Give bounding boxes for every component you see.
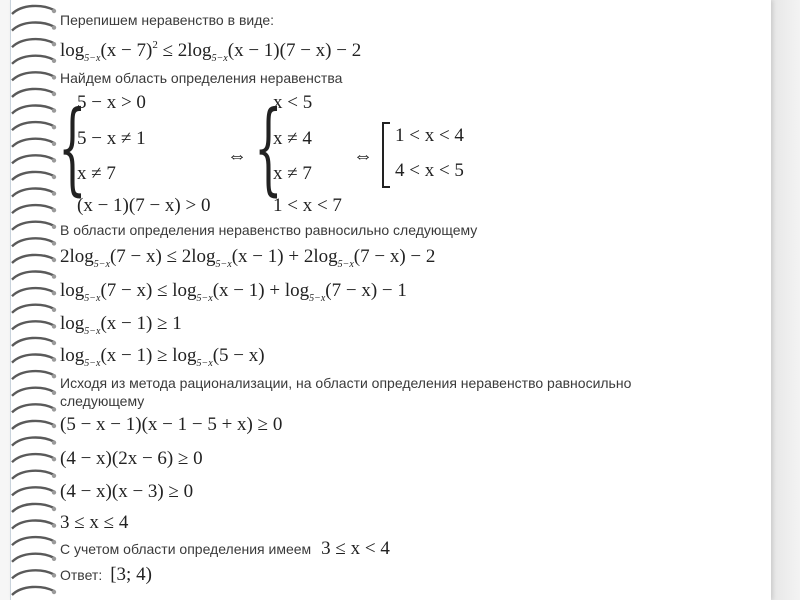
intro-text: Перепишем неравенство в виде: bbox=[60, 12, 275, 28]
answer-value: [3; 4) bbox=[110, 564, 152, 585]
system2-line2: x ≠ 4 bbox=[273, 128, 312, 149]
spiral-ring bbox=[12, 6, 54, 14]
equation-step-4: $\log_{5-x}(x - 1) \ge \log_{5-x}(5 - x)$ bbox=[60, 345, 265, 369]
spiral-ring bbox=[12, 106, 54, 114]
system2-line1: x < 5 bbox=[273, 92, 313, 113]
equation-step-2: $\log_{5-x}(7 - x) \le \log_{5-x}(x - 1) + \log_{5-x}(7 - x) - 1$ bbox=[60, 280, 407, 304]
spiral-ring bbox=[12, 222, 54, 230]
inequality-rewritten: $\log_{5-x}(x - 7)^2 \le 2\log_{5-x}(x - 1)(7 - x) - 2$ bbox=[60, 39, 362, 64]
spiral-ring bbox=[12, 421, 54, 429]
system1-line3: x ≠ 7 bbox=[77, 163, 116, 184]
spiral-ring bbox=[12, 72, 54, 80]
spiral-ring bbox=[12, 587, 54, 595]
final-result: 3 ≤ x < 4 bbox=[321, 538, 390, 559]
rational-step-4: 3 ≤ x ≤ 4 bbox=[60, 512, 129, 533]
union-bracket bbox=[382, 122, 390, 188]
spiral-ring bbox=[12, 570, 54, 578]
spiral-ring bbox=[12, 172, 54, 180]
spiral-ring bbox=[12, 139, 54, 147]
spiral-ring bbox=[12, 487, 54, 495]
spiral-ring bbox=[12, 537, 54, 545]
spiral-ring bbox=[12, 504, 54, 512]
final-line bbox=[60, 538, 390, 560]
spiral-ring bbox=[12, 23, 54, 31]
system2-brace: { bbox=[254, 89, 283, 206]
union-interval-2: 4 < x < 5 bbox=[395, 160, 464, 181]
spiral-ring bbox=[12, 521, 54, 529]
rational-step-2: (4 − x)(2x − 6) ≥ 0 bbox=[60, 448, 203, 469]
equivalence-text: В области определения неравенство равносильно следующему bbox=[60, 222, 478, 238]
spiral-ring bbox=[12, 238, 54, 246]
spiral-ring bbox=[12, 321, 54, 329]
system2-line3: x ≠ 7 bbox=[273, 163, 312, 184]
spiral-ring bbox=[12, 338, 54, 346]
spiral-ring bbox=[12, 189, 54, 197]
spiral-ring bbox=[12, 355, 54, 363]
system1-line2: 5 − x ≠ 1 bbox=[77, 128, 146, 149]
spiral-ring bbox=[12, 272, 54, 280]
spiral-ring bbox=[12, 471, 54, 479]
rationalization-text-cont: следующему bbox=[60, 393, 145, 409]
spiral-ring bbox=[12, 288, 54, 296]
final-text: С учетом области определения имеем bbox=[60, 541, 312, 557]
spiral-ring bbox=[12, 39, 54, 47]
rational-step-3: (4 − x)(x − 3) ≥ 0 bbox=[60, 481, 194, 502]
spiral-ring bbox=[12, 404, 54, 412]
spiral-ring bbox=[12, 155, 54, 163]
system1-brace: { bbox=[58, 89, 87, 206]
equivalence-arrow-1: ⇔ bbox=[227, 145, 247, 167]
spiral-ring bbox=[12, 255, 54, 263]
equation-step-3: $\log_{5-x}(x - 1) \ge 1$ bbox=[60, 313, 182, 337]
spiral-ring bbox=[12, 56, 54, 64]
system1-line4: (x − 1)(7 − x) > 0 bbox=[77, 195, 211, 216]
system1-line1: 5 − x > 0 bbox=[77, 92, 146, 113]
answer-line bbox=[60, 564, 152, 586]
rational-step-1: (5 − x − 1)(x − 1 − 5 + x) ≥ 0 bbox=[60, 414, 283, 435]
answer-label: Ответ: bbox=[60, 567, 103, 583]
rationalization-text: Исходя из метода рационализации, на области определения неравенство равносильно bbox=[60, 375, 632, 391]
system2-line4: 1 < x < 7 bbox=[273, 195, 342, 216]
spiral-ring bbox=[12, 438, 54, 446]
domain-heading: Найдем область определения неравенства bbox=[60, 70, 343, 86]
equation-step-1: $2\log_{5-x}(7 - x) \le 2\log_{5-x}(x - 1) + 2\log_{5-x}(7 - x) - 2$ bbox=[60, 246, 436, 270]
spiral-ring bbox=[12, 122, 54, 130]
spiral-ring bbox=[12, 205, 54, 213]
spiral-ring bbox=[12, 554, 54, 562]
spiral-ring bbox=[12, 454, 54, 462]
right-margin bbox=[770, 0, 800, 600]
spiral-ring bbox=[12, 388, 54, 396]
union-interval-1: 1 < x < 4 bbox=[395, 125, 464, 146]
spiral-ring bbox=[12, 89, 54, 97]
solution-content bbox=[55, 0, 760, 600]
spiral-ring bbox=[12, 371, 54, 379]
equivalence-arrow-2: ⇔ bbox=[353, 145, 373, 167]
spiral-ring bbox=[12, 305, 54, 313]
